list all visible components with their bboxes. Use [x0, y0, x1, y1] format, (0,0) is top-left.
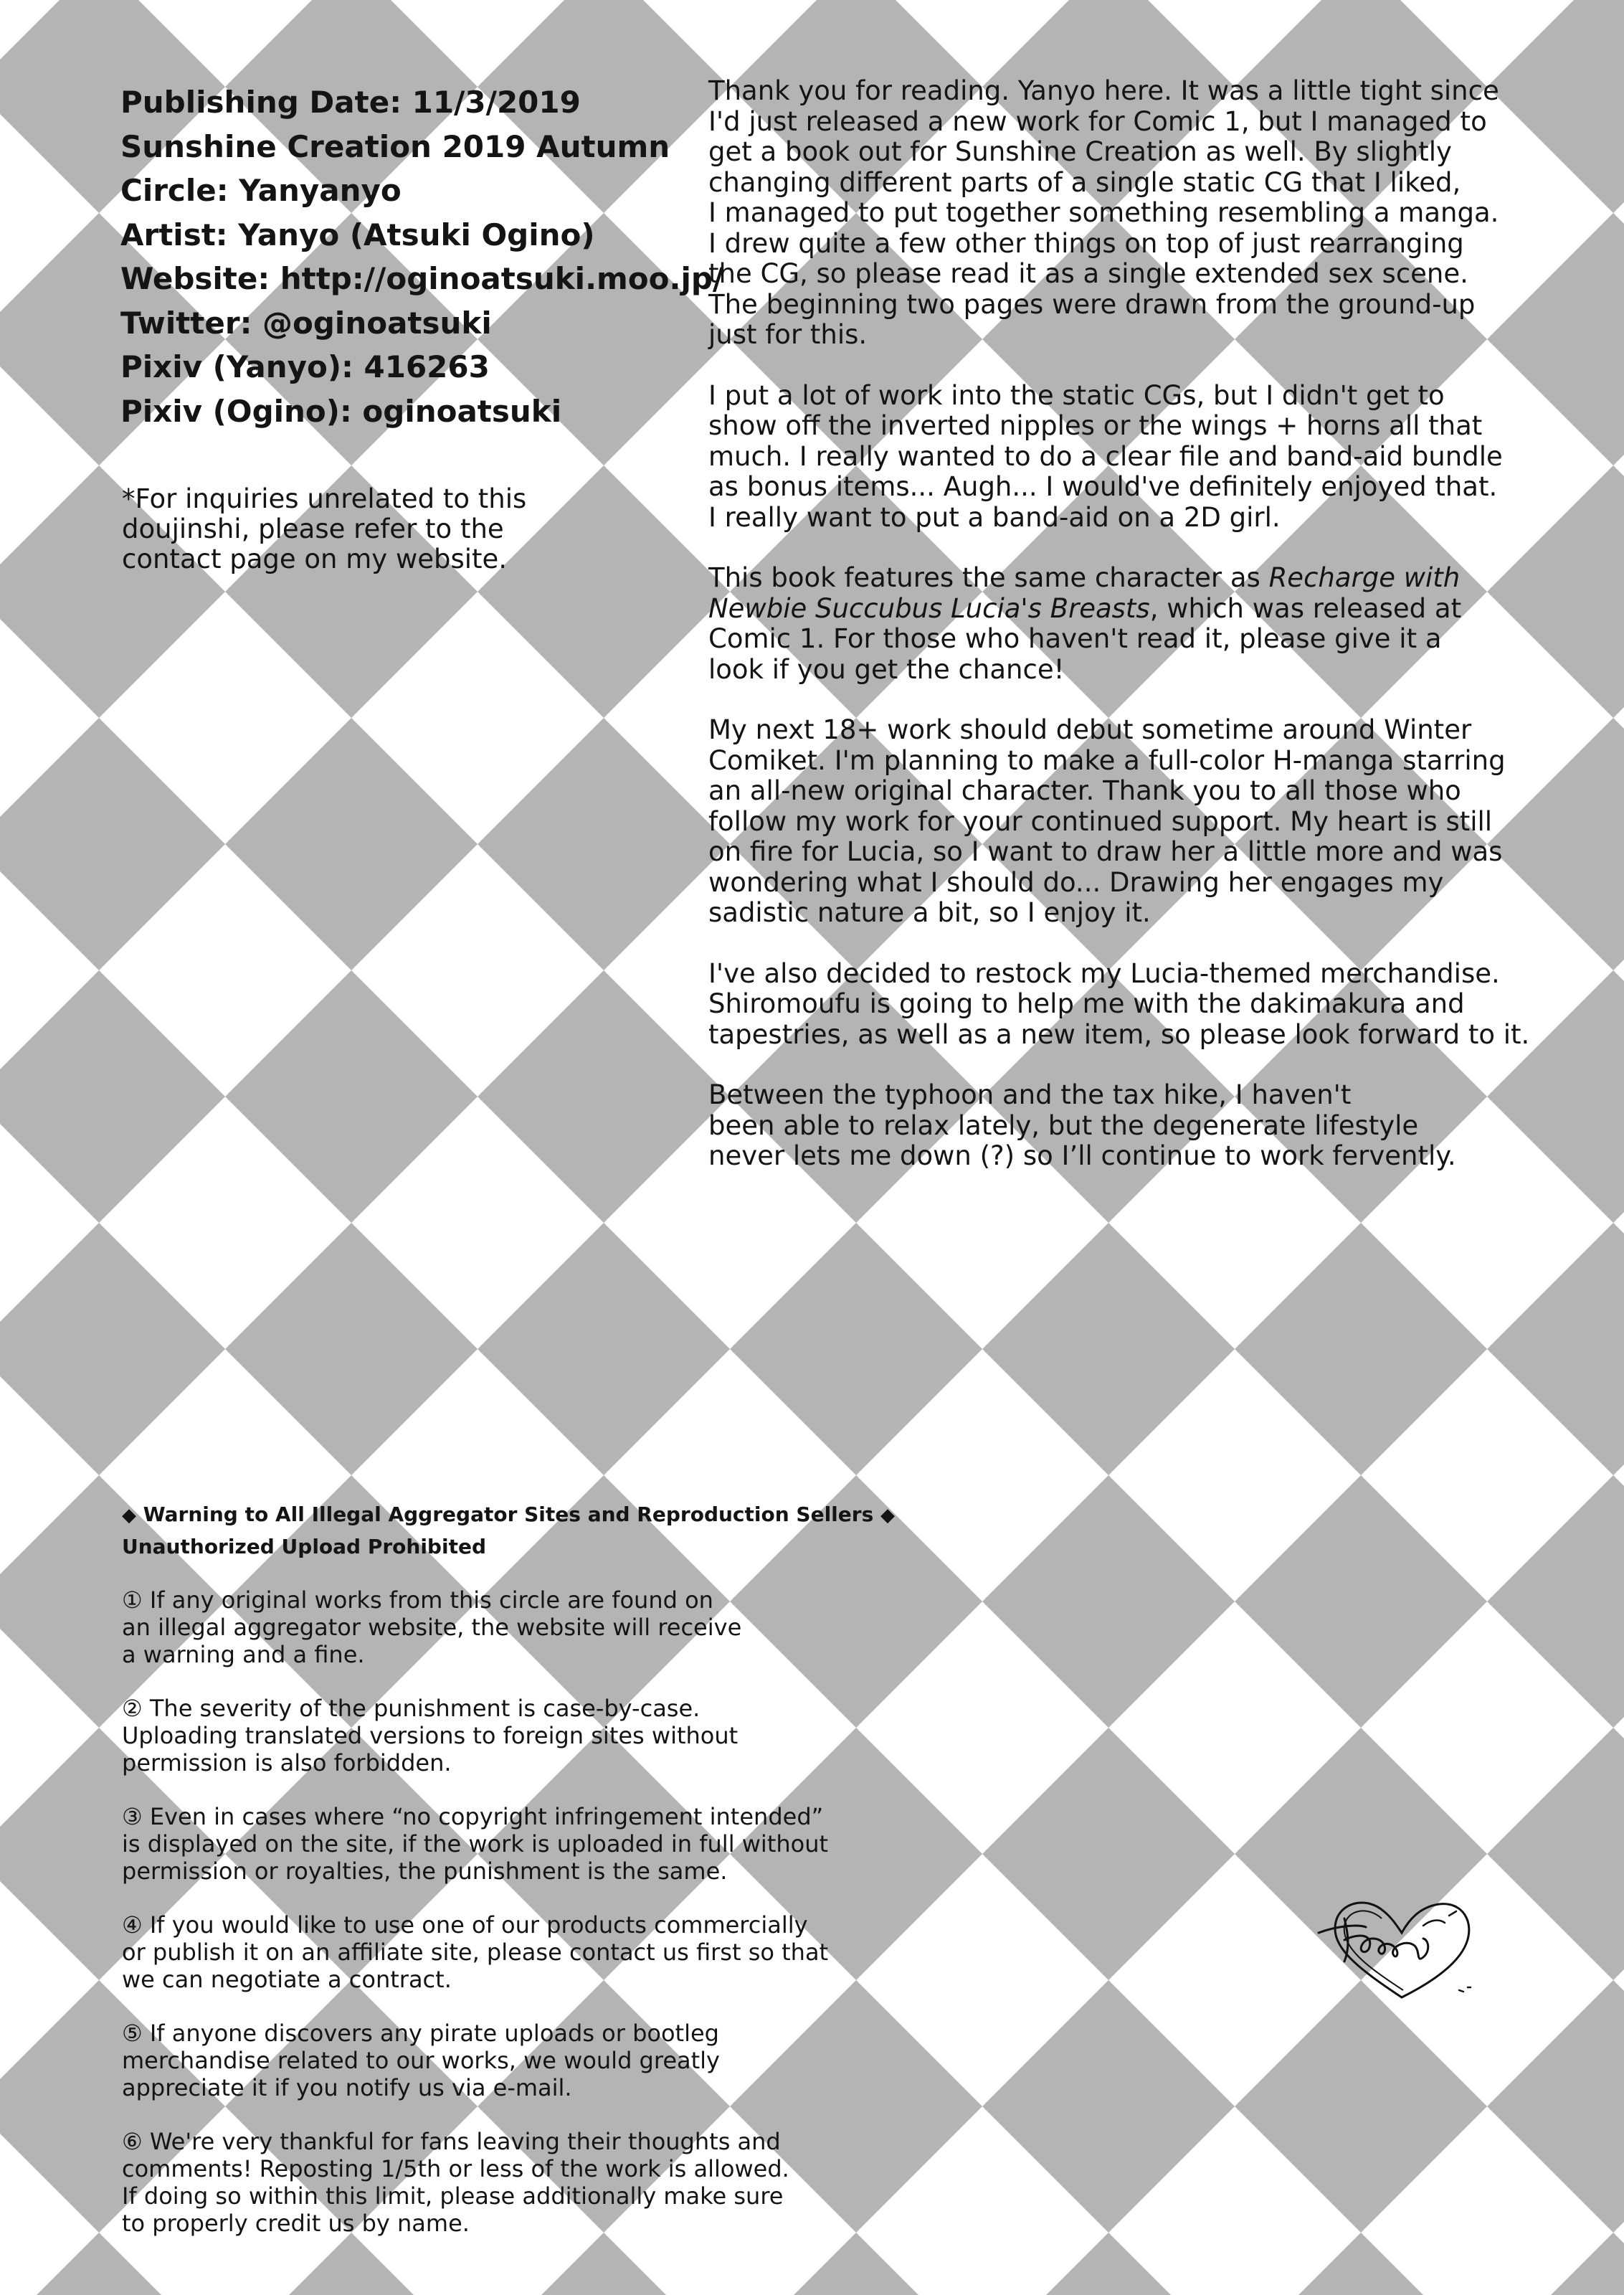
rule-line: ⑥ We're very thankful for fans leaving their thoughts and: [122, 2128, 781, 2155]
letter-line: changing different parts of a single static CG that I liked,: [708, 166, 1461, 198]
warning-rules: [122, 1586, 839, 2263]
rule-line: permission or royalties, the punishment is the same.: [122, 1858, 728, 1885]
rule-line: merchandise related to our works, we would greatly: [122, 2047, 720, 2074]
rule-line: permission is also forbidden.: [122, 1749, 452, 1776]
letter-line: I put a lot of work into the static CGs, but I didn't get to: [708, 379, 1445, 411]
warning-title: Warning to All Illegal Aggregator Sites and Reproduction Sellers: [143, 1503, 874, 1526]
diamond-icon: ◆: [880, 1505, 895, 1526]
rule-line: ② The severity of the punishment is case-by-case.: [122, 1695, 701, 1722]
letter-line: Comic 1. For those who haven't read it, please give it a: [708, 623, 1442, 654]
rule-2: [122, 1695, 839, 1776]
letter-text: This book features the same character as: [708, 562, 1269, 593]
publication-info: [120, 80, 724, 433]
letter-line: an all-new original character. Thank you to all those who: [708, 775, 1461, 806]
letter-line: [708, 563, 1526, 594]
pixiv-ogino-line: Pixiv (Ogino): oginoatsuki: [120, 393, 562, 429]
rule-3: [122, 1803, 839, 1885]
letter-line: on fire for Lucia, so I want to draw her a little more and was: [708, 836, 1503, 867]
book-title: Newbie Succubus Lucia's Breasts: [708, 592, 1150, 624]
letter-paragraph-2: [708, 381, 1526, 534]
letter-paragraph-3: [708, 563, 1526, 685]
letter-paragraph-1: [708, 76, 1526, 351]
signature-heart-icon: [1316, 1883, 1488, 2012]
letter-paragraph-6: [708, 1080, 1526, 1172]
letter-line: just for this.: [708, 319, 868, 350]
afterword-letter: [708, 75, 1530, 1202]
letter-line: I managed to put together something resembling a manga.: [708, 197, 1499, 228]
publishing-date: Publishing Date: 11/3/2019: [120, 85, 581, 120]
rule-line: ④ If you would like to use one of our products commercially: [122, 1911, 808, 1939]
letter-line: look if you get the chance!: [708, 653, 1065, 685]
circle-name: Circle: Yanyanyo: [120, 173, 402, 208]
inquiry-line: *For inquiries unrelated to this: [122, 483, 527, 514]
letter-line: I really want to put a band-aid on a 2D girl.: [708, 501, 1281, 533]
rule-line: we can negotiate a contract.: [122, 1966, 452, 1993]
twitter-line: Twitter: @oginoatsuki: [120, 305, 492, 341]
event-name: Sunshine Creation 2019 Autumn: [120, 128, 670, 164]
letter-line: Comiket. I'm planning to make a full-color H-manga starring: [708, 744, 1506, 776]
rule-line: If doing so within this limit, please additionally make sure: [122, 2182, 784, 2210]
letter-line: been able to relax lately, but the degenerate lifestyle: [708, 1109, 1419, 1141]
letter-line: Shiromoufu is going to help me with the dakimakura and: [708, 988, 1465, 1019]
letter-line: as bonus items... Augh... I would've definitely enjoyed that.: [708, 471, 1498, 502]
letter-line: get a book out for Sunshine Creation as well. By slightly: [708, 136, 1452, 167]
letter-line: sadistic nature a bit, so I enjoy it.: [708, 897, 1151, 928]
letter-line: tapestries, as well as a new item, so please look forward to it.: [708, 1018, 1530, 1050]
letter-line: the CG, so please read it as a single extended sex scene.: [708, 258, 1468, 289]
letter-line: I'd just released a new work for Comic 1, but I managed to: [708, 105, 1487, 137]
website-line: Website: http://oginoatsuki.moo.jp/: [120, 261, 724, 296]
rule-line: ⑤ If anyone discovers any pirate uploads or bootleg: [122, 2020, 719, 2047]
diamond-icon: ◆: [122, 1505, 136, 1526]
rule-line: an illegal aggregator website, the website will receive: [122, 1614, 742, 1641]
letter-line: I drew quite a few other things on top of just rearranging: [708, 227, 1464, 259]
inquiry-line: contact page on my website.: [122, 544, 508, 574]
warning-heading: [122, 1499, 982, 1563]
letter-line: much. I really wanted to do a clear file and band-aid bundle: [708, 440, 1503, 472]
inquiry-note: [122, 484, 609, 574]
pixiv-yanyo-line: Pixiv (Yanyo): 416263: [120, 349, 490, 384]
rule-line: a warning and a fine.: [122, 1641, 365, 1668]
letter-text: , which was released at: [1149, 592, 1462, 624]
rule-line: comments! Reposting 1/5th or less of the work is allowed.: [122, 2155, 789, 2182]
letter-line: follow my work for your continued support. My heart is still: [708, 805, 1493, 837]
warning-subtitle: Unauthorized Upload Prohibited: [122, 1535, 486, 1558]
letter-line: My next 18+ work should debut sometime around Winter: [708, 714, 1472, 745]
rule-line: Uploading translated versions to foreign sites without: [122, 1722, 739, 1749]
book-title: Recharge with: [1268, 562, 1461, 593]
rule-line: or publish it on an affiliate site, please contact us first so that: [122, 1939, 829, 1966]
inquiry-line: doujinshi, please refer to the: [122, 514, 504, 544]
rule-5: [122, 2020, 839, 2101]
rule-line: is displayed on the site, if the work is uploaded in full without: [122, 1830, 829, 1858]
rule-line: to properly credit us by name.: [122, 2210, 470, 2237]
letter-line: The beginning two pages were drawn from the ground-up: [708, 288, 1476, 320]
letter-line: never lets me down (?) so I’ll continue to work fervently.: [708, 1140, 1456, 1171]
rule-6: [122, 2128, 839, 2237]
warning-title-line: [122, 1499, 982, 1531]
letter-line: [708, 594, 1526, 625]
rule-1: [122, 1586, 839, 1668]
letter-paragraph-5: [708, 957, 1530, 1051]
letter-line: wondering what I should do... Drawing her engages my: [708, 866, 1444, 898]
rule-line: appreciate it if you notify us via e-mail.: [122, 2074, 572, 2101]
letter-line: show off the inverted nipples or the wings + horns all that: [708, 410, 1483, 441]
letter-line: I've also decided to restock my Lucia-themed merchandise.: [708, 957, 1500, 989]
letter-line: Thank you for reading. Yanyo here. It was a little tight since: [708, 75, 1499, 106]
rule-4: [122, 1911, 839, 1993]
letter-paragraph-4: [708, 715, 1526, 929]
letter-line: Between the typhoon and the tax hike, I haven't: [708, 1079, 1352, 1110]
rule-line: ① If any original works from this circle are found on: [122, 1586, 713, 1614]
artist-name: Artist: Yanyo (Atsuki Ogino): [120, 217, 595, 252]
rule-line: ③ Even in cases where “no copyright infringement intended”: [122, 1803, 824, 1830]
